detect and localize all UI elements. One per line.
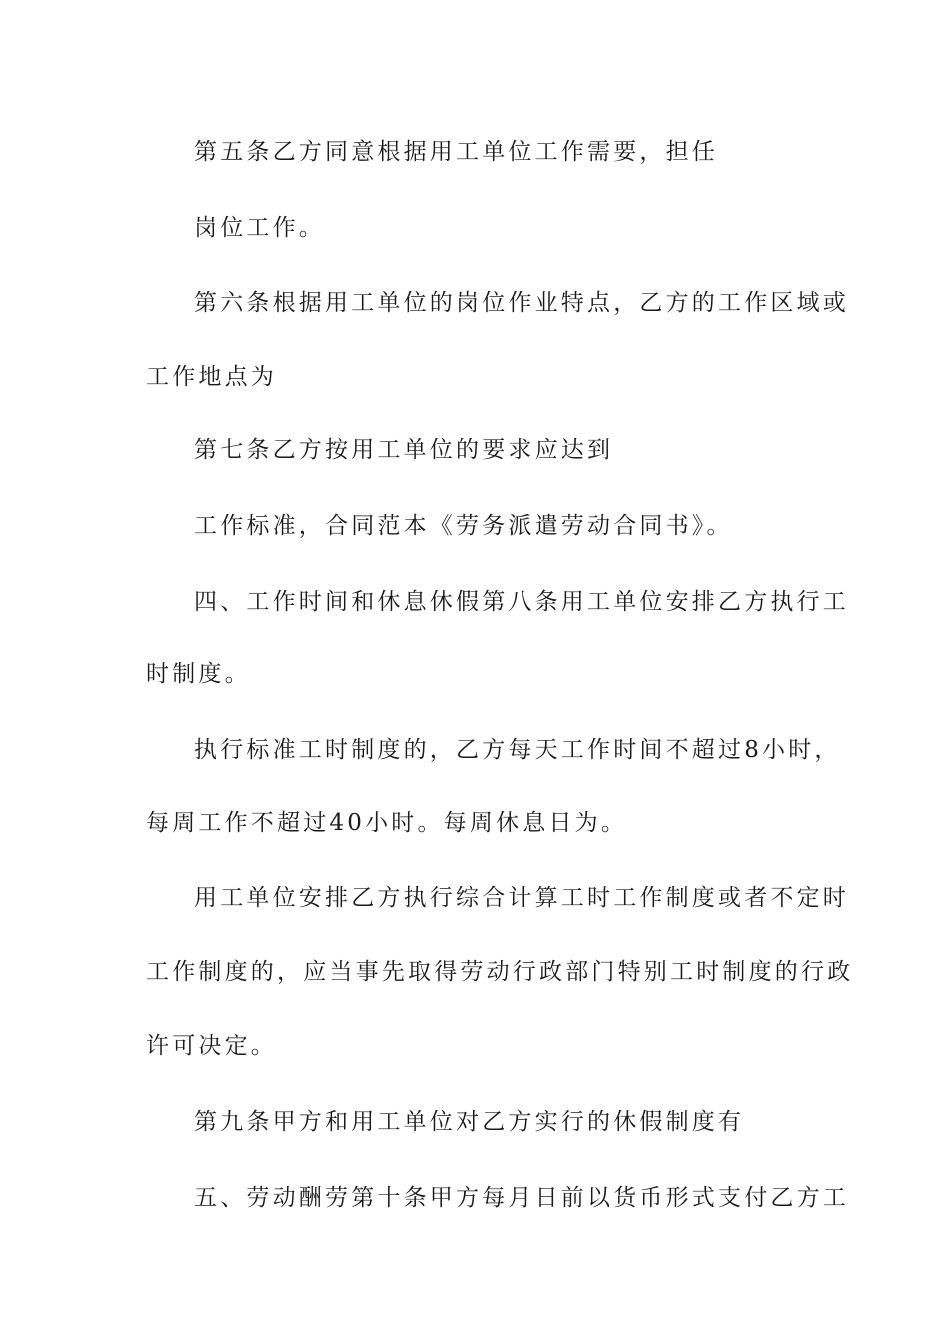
text-line: 工作制度的，应当事先取得劳动行政部门特别工时制度的行政	[146, 959, 854, 985]
text-line: 工作标准，合同范本《劳务派遣劳动合同书》。	[194, 513, 733, 539]
text-line: 四、工作时间和休息休假第八条用工单位安排乙方执行工	[194, 589, 849, 615]
text-line: 第六条根据用工单位的岗位作业特点，乙方的工作区域或	[194, 290, 849, 316]
text-line: 第五条乙方同意根据用工单位工作需要，担任	[194, 139, 718, 165]
text-line: 岗位工作。	[194, 215, 325, 241]
text-line: 每周工作不超过40小时。每周休息日为。	[146, 810, 628, 836]
text-line: 时制度。	[146, 661, 251, 687]
text-line: 许可决定。	[146, 1033, 277, 1059]
text-line: 五、劳动酬劳第十条甲方每月日前以货币形式支付乙方工	[194, 1185, 849, 1211]
text-line: 用工单位安排乙方执行综合计算工时工作制度或者不定时	[194, 885, 849, 911]
text-line: 第九条甲方和用工单位对乙方实行的休假制度有	[194, 1109, 745, 1135]
text-line: 第七条乙方按用工单位的要求应达到	[194, 437, 614, 463]
text-line: 执行标准工时制度的，乙方每天工作时间不超过8小时，	[194, 737, 841, 763]
text-line: 工作地点为	[146, 364, 277, 390]
